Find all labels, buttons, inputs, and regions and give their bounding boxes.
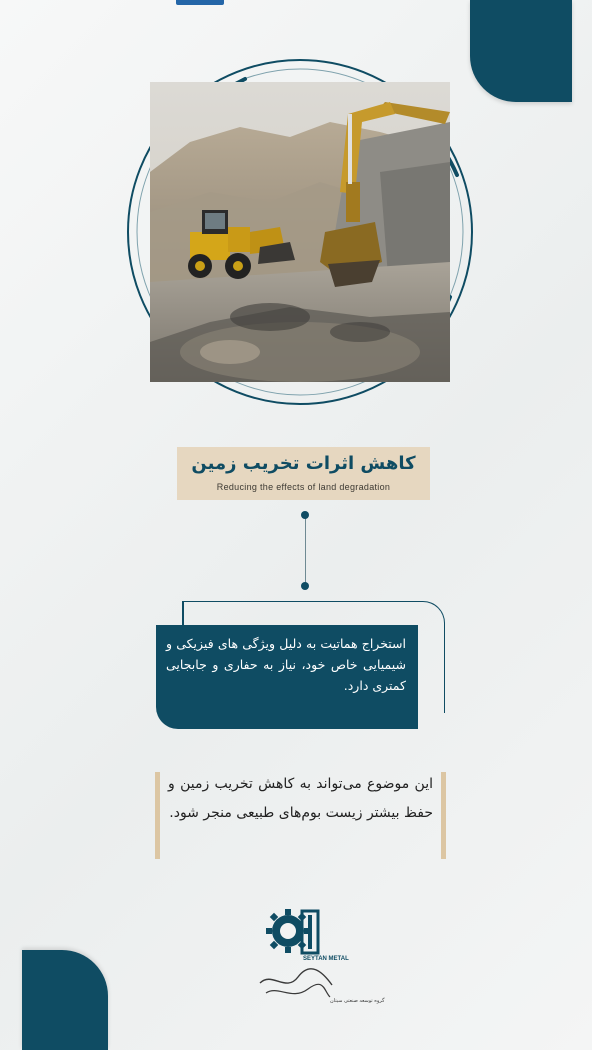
title-english: Reducing the effects of land degradation (216, 482, 391, 492)
mining-excavator-photo (150, 82, 450, 382)
company-logo (252, 905, 385, 1005)
quote-bar-right (441, 772, 446, 859)
title-banner (177, 447, 430, 500)
connector-line (305, 515, 306, 587)
quote-text: این موضوع می‌تواند به کاهش تخریب زمین و حفظ بیشتر زیست بوم‌های طبیعی منجر شود. (168, 776, 433, 821)
title-persian: کاهش اثرات تخریب زمین (191, 453, 416, 474)
logo-signature: گروه توسعه صنعتی سیتان (330, 998, 385, 1004)
info-card: استخراج هماتیت به دلیل ویژگی های فیزیکی و شیمیایی خاص خود، نیاز به حفاری و جابجایی کمتری دارد. (156, 625, 418, 729)
photo-frame (125, 57, 475, 407)
quote-bar-left (155, 772, 160, 859)
logo-wordmark: SEYTAN METAL (303, 956, 349, 962)
top-accent-bar (176, 0, 224, 5)
corner-decoration-bottom-left (22, 950, 108, 1050)
corner-decoration-top-right (470, 0, 572, 102)
gear-logo-icon (252, 905, 385, 1005)
connector-dot-bottom (301, 582, 309, 590)
connector-dot-top (301, 511, 309, 519)
